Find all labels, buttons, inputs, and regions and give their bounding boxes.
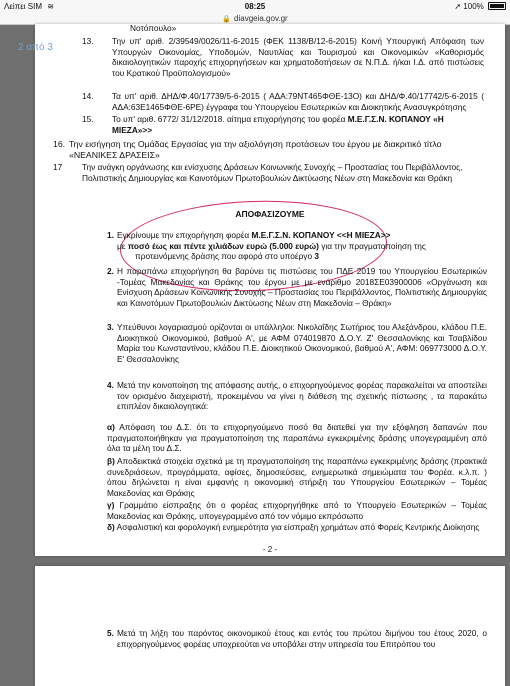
item-number: 14. [82,91,94,101]
sub-item-b [107,456,487,498]
sub-item-letter: γ) [107,500,115,510]
item-15-organization: Μ.Ε.Γ.Σ.Ν. ΚΟΠΑΝΟΥ «Η ΜΙΕΖΑ»>> [112,114,444,135]
list-item-13: Την υπ' αριθ. 2/39549/0026/11-6-2015 (ΦΕΚ 1138/Β/12-6-2015) Κοινή Υπουργική Απόφαση των Υπουργών Οικονομίας, Υποδομών, Ναυτιλίας και Τουρισμού και Οικονομικών «Καθορισμός δικαιολογητικών παροχής επιχορηγήσεων και χρηματοδοτήσεων σε Ν.Π.Δ. ή/και Ι.Δ. από πιστώσεις του Κρατικού Προϋπολογισμού» [112,36,484,78]
decision-1 [117,230,487,262]
status-bar [0,0,510,14]
item-15-text: Το υπ' αριθ. 6772/ 31/12/2018. αίτημα επιχορήγησης του φορέα [112,114,346,124]
decision-3: Υπεύθυνοι λογαριασμού ορίζονται οι υπάλληλοι: Νικολαΐδης Σωτήριος του Αλεξάνδρου, κλάδου Π.Ε. Διοικητικού Οικονομικού, βαθμού Α', με ΑΦΜ 074019870 Δ.Ο.Υ. Ζ' Θεσσαλονίκης και Τσαβλίδου Μαρία του Κωνσταντίνου, κλάδου Π.Ε. Διοικητικού Οικονομικού, βαθμού Α', ΑΦΜ: 069773000 Δ.Ο.Υ. Ε' Θεσσαλονίκης [117,322,487,364]
page-counter: 2 από 3 [18,42,53,53]
page-number-footer: - 2 - [262,545,278,554]
sub-item-text: Απόφαση του Δ.Σ. ότι το επιχορηγούμενο ποσό θα διατεθεί για την εξόφληση δαπανών που πραγματοποιήθηκαν για πραγματοποίηση της παραπάνω εγκεκριμένης δράσης υπογεγραμμένη από όλα τα μέλη του Δ.Σ. [107,422,487,453]
sub-item-text: Ασφαλιστική και φορολογική ενημερότητα για είσπραξη χρημάτων από Φορείς Κεντρικής Διοίκησης [116,522,480,532]
decision-number: 4. [107,380,114,390]
document-page-2[interactable] [35,24,505,556]
clock: 08:25 [244,2,266,11]
decision-1-line1: Εγκρίνουμε την επιχορήγηση φορέα [117,230,250,240]
battery-icon [488,2,506,10]
decision-number: 3. [107,322,114,332]
list-item-16: Την εισήγηση της Ομάδας Εργασίας για την αξιολόγηση προτάσεων του έργου με διακριτικό τίτλο «ΝΕΑΝΙΚΕΣ ΔΡΑΣΕΙΣ» [69,139,442,160]
decision-number: 1. [107,230,114,240]
carrier-label: Λείπει SIM [4,2,42,11]
sub-item-letter: α) [107,422,115,432]
sub-item-a [107,422,487,454]
list-item-15 [112,114,484,135]
decision-1-amount: ποσό έως και πέντε χιλιάδων ευρώ (5.000 ευρώ) [127,240,319,251]
item-number: 17 [53,162,63,172]
decision-title: ΑΠΟΦΑΣΙΖΟΥΜΕ [235,209,305,219]
decision-1-subproject: 3 [314,251,319,261]
sub-item-d [107,522,487,533]
partial-text-top: Νοτόπουλο» [130,23,177,33]
address-domain: diavgeia.gov.gr [234,14,288,23]
location-icon: ➚ [454,2,462,11]
decision-1-pre: με [117,240,126,251]
decision-number: 2. [107,266,114,276]
decision-5: Μετά τη λήξη του παρόντος οικονομικού έτους και εντός του πρώτου διμήνου του έτους 2020, ο επιχορηγούμενος φορέας υποχρεούται να υποβάλει στην υπηρεσία του Επιτρόπου του [117,628,487,649]
battery-status [454,2,506,11]
list-item-14: Τα υπ' αριθ. ΔΗΔ/Φ.40/17739/5-6-2015 ( ΑΔΑ:79ΝΤ465ΦΘΕ-13Ο) και ΔΗΔ/Φ.40/17742/5-6-2015 ( ΑΔΑ:63Ε1465ΦΘΕ-6ΡΕ) έγγραφα του Υπουργείου Εσωτερικών και Διοικητικής Ανασυγκρότησης [112,91,484,112]
battery-percent: 100% [463,2,484,11]
sub-item-c [107,500,487,521]
sub-item-letter: β) [107,456,115,466]
list-item-17: Την ανάγκη οργάνωσης και ενίσχυσης Δράσεων Κοινωνικής Συνοχής – Προστασίας του Περιβάλλοντος, Πολιτιστικής Δημιουργίας και Καινοτόμων Πρωτοβουλιών Δικτύωσης Νέων στη Μακεδονία και Θράκη [82,162,463,183]
decision-1-organization: Μ.Ε.Γ.Σ.Ν. ΚΟΠΑΝΟΥ <<Η ΜΙΕΖΑ>> [251,230,391,240]
item-number: 16. [53,139,66,149]
sub-item-text: Αποδεικτικά στοιχεία σχετικά με τη πραγματοποίηση της παραπάνω εγκεκριμένης δράσης (πρακτικά συνεδριάσεων, προγράμματα, αφίσες, δημοσιεύσεις, ενημερωτικά σημειώματα του Φορέα. κ.λ.π. ) όπου δηλώνεται η είναι εμφανής η οικονομική στήριξη του Υπουργείου Εσωτερικών – Τομέας Μακεδονίας και Θράκης [107,456,487,498]
sub-item-text: Γραμμάτιο είσπραξης ότι ο φορέας επιχορηγήθηκε από το Υπουργείο Εσωτερικών – Τομέας Μακεδονίας και Θράκης, υπογεγραμμένο από τον νόμιμο εκπρόσωπο [107,500,487,521]
document-page-3[interactable] [35,566,505,686]
decision-1-line3: προτεινόμενης δράσης που αφορά στο υποέργο [135,251,313,261]
item-number: 13. [82,36,94,46]
decision-1-post: για την πραγματοποίηση της [321,240,426,251]
decision-4: Μετά την κοινοποίηση της απόφασης αυτής, ο επιχορηγούμενος φορέας παρακαλείται να αποστείλει τον ορισμένο διαχειριστή, προκειμένου να γίνει η διάθεση της σχετικής πίστωσης , τα παρακάτω επιπλέον δικαιολογητικά: [117,380,487,411]
sub-item-letter: δ) [107,522,115,532]
decision-2: Η παραπάνω επιχορήγηση θα βαρύνει τις πιστώσεις του ΠΔΕ 2019 του Υπουργείου Εσωτερικών -Τομέας Μακεδονίας και Θράκης του έργου με με ενάριθμο 2018ΣΕ03900006 «Οργάνωση και Ενίσχυση Δράσεων Κοινωνικής Συνοχής – Προστασίας του Περιβάλλοντος, Πολιτιστικής Δημιουργίας και Καινοτόμων Πρωτοβουλιών Δικτύωσης Νέων στη Μακεδονία – Θράκη» [117,266,487,308]
lock-icon: 🔒 [222,16,232,23]
item-number: 15. [82,114,94,124]
decision-number: 5. [107,628,114,638]
wifi-icon: ≋ [47,2,54,11]
